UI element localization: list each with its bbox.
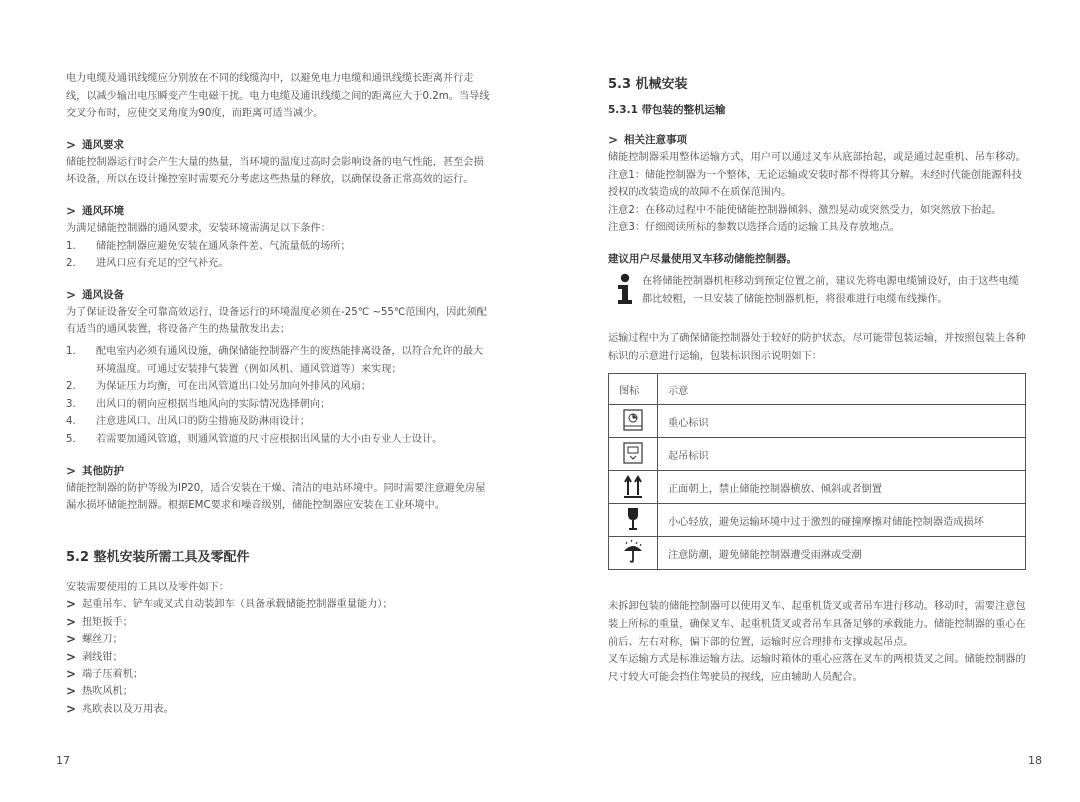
list-item: 3. 出风口的朝向应根据当地风向的实际情况选择朝向； (66, 398, 331, 410)
vent-env-body: 为满足储能控制器的通风要求，安装环境需满足以下条件： (66, 222, 331, 234)
header-icon-col: 图标 (609, 374, 658, 405)
list-item: > 扭矩扳手； (66, 614, 490, 631)
note-3: 注意3：仔细阅读所标的参数以选择合适的运输工具及存放地点。 (608, 222, 900, 234)
table-cell: 重心标识 (658, 405, 1026, 438)
vent-equip-body: 为了保证设备安全可靠高效运行，设备运行的环境温度必须在-25℃ ~55℃范围内，因此须配有适当的通风装置，将设备产生的热量散发出去； (66, 306, 487, 336)
list-item: 1. 配电室内必须有通风设施，确保储能控制器产生的废热能排离设备，以符合允许的最大环境温度。可通过安装排气装置（例如风机、通风管道等）来实现； (66, 345, 484, 375)
table-row (609, 438, 1026, 471)
table-cell: 小心轻放，避免运输环境中过于激烈的碰撞摩擦对储能控制器造成损坏 (658, 504, 1026, 537)
table-cell: 起吊标识 (658, 438, 1026, 471)
chevron-right-icon: > (608, 133, 619, 147)
fragile-icon (609, 504, 658, 537)
info-icon (608, 273, 642, 308)
package-marks-table (608, 373, 1026, 570)
table-cell: 注意防潮，避免储能控制器遭受雨淋或受潮 (658, 537, 1026, 570)
chevron-right-icon: > (66, 632, 77, 647)
table-row (609, 537, 1026, 570)
vent-req-body: 储能控制器运行时会产生大量的热量，当环境的温度过高时会影响设备的电气性能，甚至会损坏设备，所以在设计操控室时需要充分考虑这些热量的释放，以确保设备正常高效的运行。 (66, 156, 484, 186)
table-row (609, 471, 1026, 504)
note-2: 注意2：在移动过程中不能使储能控制器倾斜、激烈晃动或突然受力，如突然放下抬起。 (608, 204, 1002, 216)
chevron-right-icon: > (66, 614, 77, 629)
list-item: > 兆欧表以及万用表。 (66, 701, 490, 718)
chevron-right-icon: > (66, 649, 77, 664)
vent-req-heading: > 通风要求 (66, 137, 124, 152)
chevron-right-icon: > (66, 463, 77, 478)
list-item: 2. 为保证压力均衡，可在出风管道出口处另加向外排风的风扇； (66, 381, 372, 393)
header-desc-col: 示意 (658, 374, 1026, 405)
list-item: > 端子压着机； (66, 666, 490, 683)
section-5-3-title: 5.3 机械安装 (608, 77, 688, 92)
list-item: > 剥线钳； (66, 649, 490, 666)
info-note (608, 273, 1026, 308)
lifting-point-icon (609, 438, 658, 471)
other-body: 储能控制器的防护等级为IP20，适合安装在干燥、清洁的电站环境中。同时需要注意避免房屋漏水损坏储能控制器。根据EMC要求和噪音级别，储能控制器应安装在工业环境中。 (66, 482, 486, 512)
table-row (609, 504, 1026, 537)
table-cell: 正面朝上，禁止储能控制器横放、倾斜或者倒置 (658, 471, 1026, 504)
list-item: 1. 储能控制器应避免安装在通风条件差、气流量低的场所； (66, 240, 351, 252)
right-column (608, 76, 1026, 686)
note-1: 注意1：储能控制器为一个整体，无论运输或安装时都不得将其分解。未经时代能创能源科技授权的改装造成的故障不在质保范围内。 (608, 169, 1022, 199)
transport-text: 运输过程中为了确保储能控制器处于较好的防护状态，尽可能带包装运输，并按照包装上各种标识的示意进行运输，包装标识图示说明如下： (608, 333, 1026, 362)
page-number-right: 18 (1028, 754, 1042, 767)
vent-env-heading: > 通风环境 (66, 203, 124, 218)
section-5-2-title: 5.2 整机安装所需工具及零配件 (66, 549, 250, 565)
vent-equip-heading: > 通风设备 (66, 287, 124, 302)
forklift-recommendation: 建议用户尽量使用叉车移动储能控制器。 (608, 252, 797, 265)
center-of-gravity-icon (609, 405, 658, 438)
page-number-left: 17 (56, 754, 70, 767)
list-item: 2. 进风口应有充足的空气补充。 (66, 258, 229, 270)
table-row (609, 405, 1026, 438)
transport-para-1: 未拆卸包装的储能控制器可以使用叉车、起重机货叉或者吊车进行移动。移动时，需要注意包装上所标的重量，确保叉车、起重机货叉或者吊车具备足够的承载能力。储能控制器的重心在前后、左右对称，偏下部的位置，运输时应合理排布支撑或起吊点。 (608, 601, 1026, 648)
transport-para-2: 叉车运输方式是标准运输方法。运输时箱体的重心应落在叉车的两根货叉之间。储能控制器的尺寸较大可能会挡住驾驶员的视线，应由辅助人员配合。 (608, 654, 1026, 683)
keep-dry-icon (609, 537, 658, 570)
chevron-right-icon: > (66, 203, 77, 218)
left-column (66, 70, 490, 718)
info-text: 在将储能控制器机柜移动到预定位置之前，建议先将电源电缆铺设好，由于这些电缆都比较粗，一旦安装了储能控制器机柜，将很难进行电缆布线操作。 (642, 275, 1019, 305)
list-item: 4. 注意进风口、出风口的防尘措施及防淋雨设计； (66, 416, 310, 428)
this-way-up-icon (609, 471, 658, 504)
table-header-row (609, 374, 1026, 405)
chevron-right-icon: > (66, 287, 77, 302)
list-item: > 起重吊车、铲车或叉式自动装卸车（具备承载储能控制器重量能力）； (66, 596, 490, 613)
list-item: > 螺丝刀； (66, 631, 490, 648)
right-page (540, 0, 1080, 802)
list-item: > 热吹风机； (66, 683, 490, 700)
list-item: 5. 若需要加通风管道，则通风管道的尺寸应根据出风量的大小由专业人士设计。 (66, 433, 443, 445)
tools-intro: 安装需要使用的工具以及零件如下： (66, 581, 229, 593)
notes-heading: > 相关注意事项 (608, 133, 687, 147)
chevron-right-icon: > (66, 137, 77, 152)
chevron-right-icon: > (66, 684, 77, 699)
other-heading: > 其他防护 (66, 463, 124, 478)
chevron-right-icon: > (66, 666, 77, 681)
intro-paragraph: 电力电缆及通讯线缆应分别放在不同的线缆沟中，以避免电力电缆和通讯线缆长距离并行走线，以减少输出电压瞬变产生电磁干扰。电力电缆及通讯线缆之间的距离应大于0.2m。当导线交叉分布时，应使交叉角度为90度，而距离可适当减少。 (66, 73, 490, 120)
notes-body: 储能控制器采用整体运输方式，用户可以通过叉车从底部抬起，或是通过起重机、吊车移动。 (608, 152, 1026, 163)
section-5-3-1-title: 5.3.1 带包装的整机运输 (608, 104, 726, 116)
chevron-right-icon: > (66, 597, 77, 612)
chevron-right-icon: > (66, 701, 77, 716)
